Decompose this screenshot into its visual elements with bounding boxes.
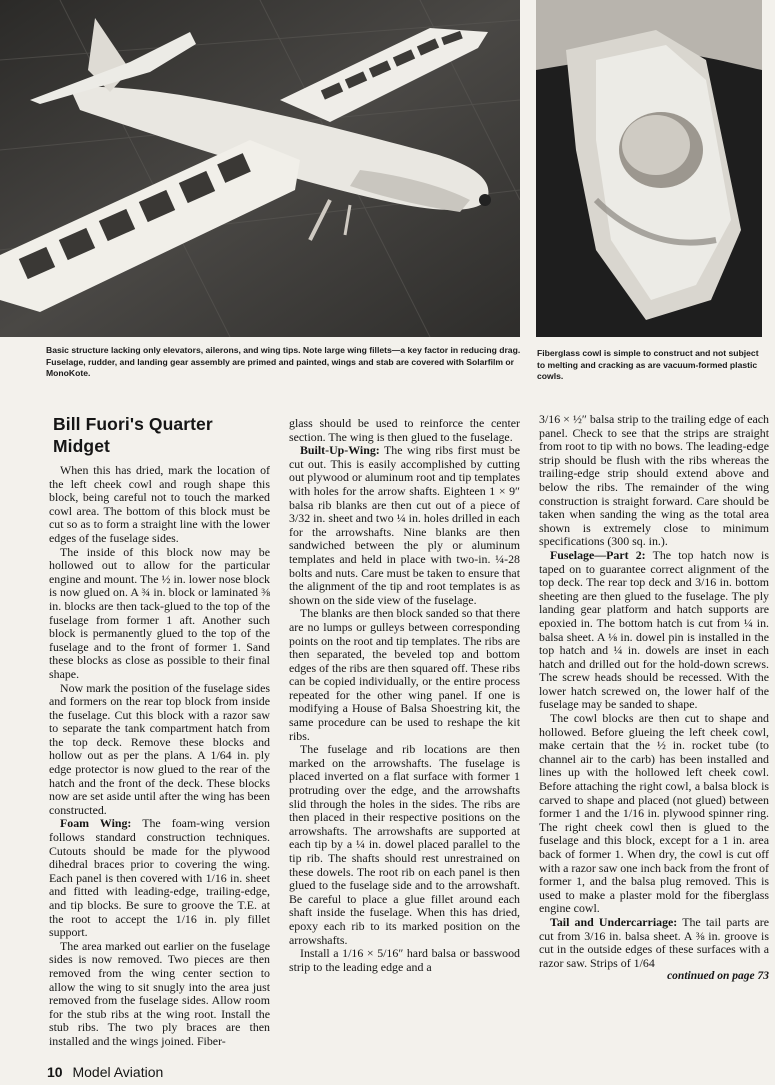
- paragraph: [539, 549, 769, 712]
- paragraph-text: The top hatch now is taped on to guarantee correct alignment of the top deck. The rear top deck and 3/16 in. bottom sheeting are then glued to the fuselage. The ply landing gear platform and hatch supports are epoxied in. The bottom hatch is cut from ¼ in. balsa sheet. A ⅛ in. dowel pin is installed in the top hatch and ¼ in. dowels are inset in each hatch and drilled out for the hold-down screws. The screw heads should be recessed. With the lower hatch screwed on, the lower half of the fuselage may be sanded to shape.: [539, 547, 769, 712]
- column-1-paragraphs: [49, 464, 270, 1049]
- column-2-paragraphs: [289, 417, 520, 974]
- section-heading: Tail and Undercarriage:: [550, 914, 678, 929]
- paragraph-text: The fuselage and rib locations are then marked on the arrowshafts. The fuselage is placed inverted on a flat surface with former 1 protruding over the edge, and the arrowshafts slid through the holes in the sides. The ribs are then placed in their respective positions on the arrowshafts. The arrowshafts are supported at each tip by a ¼ in. dowel placed parallel to the tip rib. The shafts should rest unrestrained on these dowels. The root rib on each panel is then glued to the fuselage side and to the arrowshaft. Be careful to place a glue fillet around each shaft inside the fuselage. When this has dried, epoxy each rib to its marked position on the arrowshafts.: [289, 742, 520, 947]
- magazine-name: Model Aviation: [72, 1064, 164, 1080]
- section-heading: Foam Wing:: [60, 816, 132, 831]
- paragraph-text: The tail parts are cut from 3/16 in. balsa sheet. A ⅜ in. groove is cut in the outside edges of these surfaces with a razor saw. Strips of 1/64: [539, 914, 770, 970]
- paragraph-text: Now mark the position of the fuselage sides and formers on the rear top block from inside the fuselage. Cut this block with a razor saw to separate the tank compartment hatch from the top deck. Remove these blocks and hollow out as per the plans. A 1/64 in. ply edge protector is now glued to the rear of the hatch and the front of the deck. These blocks now are set aside until after the wing has been constructed.: [49, 680, 270, 817]
- article-column-2: [289, 417, 520, 974]
- paragraph: [289, 607, 520, 743]
- photo-caption-left: Basic structure lacking only elevators, ailerons, and wing tips. Note large wing fillets—a key factor in reducing drag. Fuselage, rudder, and landing gear assembly are primed and painted, wings and stab are covered with Solarfilm or MonoKote.: [46, 345, 521, 379]
- paragraph: [539, 413, 769, 549]
- paragraph: [49, 546, 270, 682]
- paragraph: [49, 940, 270, 1049]
- fiberglass-cowl-photo: [536, 0, 762, 337]
- paragraph-text: Install a 1/16 × 5/16″ hard balsa or basswood strip to the leading edge and a: [289, 946, 520, 974]
- paragraph: [49, 682, 270, 818]
- continued-note: continued on page 73: [667, 970, 769, 983]
- paragraph: [49, 464, 270, 546]
- paragraph: [289, 417, 520, 444]
- paragraph: [539, 916, 769, 970]
- article-column-1: [49, 413, 270, 1049]
- paragraph: [289, 947, 520, 974]
- page-footer: [47, 1063, 163, 1081]
- article-column-3: [539, 413, 769, 984]
- paragraph-text: The inside of this block now may be hollowed out to allow for the particular engine and mount. The ½ in. lower nose block is now glued on. A ¾ in. block or laminated ⅜ in. blocks are then tack-glued to the top of the fuselage from former 1 aft. Another such block is permanently glued to the top of the fuselage and to the front of former 1. Sand these blocks as close as possible to their final shape.: [49, 544, 270, 681]
- paragraph-text: The wing ribs first must be cut out. This is easily accomplished by cutting out plywood or aluminum root and tip templates with holes for the arrow shafts. Eighteen 1 × 9″ balsa rib blanks are then cut out of a piece of 3/32 in. sheet and two ¼ in. holes drilled in each for the arrowshafts. Nine blanks are then sandwiched between the ply or aluminum templates and held in place with two-in. ¼-28 bolts and nuts. Care must be taken to ensure that the alignment of the tip and root templates is as shown on the side view of the fuselage.: [289, 443, 520, 607]
- paragraph-text: The foam-wing version follows standard construction techniques. Cutouts should be made for the plywood dihedral braces prior to covering the wing. Each panel is then covered with 1/16 in. sheet and fitted with leading-edge, trailing-edge, and tip blocks. Be sure to groove the T.E. at the root to accept the 1/16 in. ply fillet support.: [49, 816, 270, 940]
- paragraph: [539, 712, 769, 916]
- airplane-structure-photo: [0, 0, 520, 337]
- column-3-paragraphs: [539, 413, 769, 970]
- section-heading: Fuselage—Part 2:: [550, 547, 646, 562]
- paragraph-text: The area marked out earlier on the fuselage sides is now removed. Two pieces are then removed from the wing center section to allow the wing to sit snugly into the area just removed from the fuselage sides. Allow room for the stub ribs at the wing root. Install the stub ribs. The two ply braces are then installed and the wings joined. Fiber-: [49, 938, 270, 1048]
- paragraph-text: The cowl blocks are then cut to shape and hollowed. Before glueing the left cheek cowl, make certain that the ½ in. rocket tube (to channel air to the carb) has been installed and lines up with the hollowed left cheek cowl. Before attaching the right cowl, a balsa block is carved to shape and placed (not glued) between former 1 and the 1/16 in. plywood spinner ring. The right cheek cowl then is glued to the fuselage and this block, except for a 1 in. area back of former 1. When dry, the cowl is cut off with a razor saw one inch back from the front of former 1, and the balsa plug removed. This is used to make a plaster mold for the fiberglass engine cowl.: [539, 711, 769, 916]
- paragraph: [289, 444, 520, 607]
- section-heading: Built-Up-Wing:: [300, 443, 380, 458]
- paragraph-text: The blanks are then block sanded so that there are no lumps or gulleys between corresponding points on the root and tip templates. The ribs are then separated, the beveled top and bottom edges of the ribs are then squared off. These ribs can be copied individually, or the entire process repeated for the other wing panel. If one is modifying a House of Balsa Shoestring kit, the same procedure can be used to reshape the kit ribs.: [289, 606, 520, 743]
- page-number: 10: [47, 1064, 63, 1080]
- cowl-illustration: [536, 0, 762, 337]
- paragraph: [49, 817, 270, 939]
- paragraph-text: When this has dried, mark the location of the left cheek cowl and rough shape this block, being careful not to touch the marked cowl area. The bottom of this block must be cut so as to form a straight line with the lower edges of the fuselage sides.: [49, 463, 270, 545]
- article-title: Bill Fuori's Quarter Midget: [53, 414, 213, 456]
- paragraph: [289, 743, 520, 947]
- airplane-illustration: [0, 0, 520, 337]
- paragraph-text: 3/16 × ½″ balsa strip to the trailing edge of each panel. Check to see that the strips are straight from root to tip with no bows. The leading-edge strip should be flush with the ribs whereas the trailing-edge strip should extend above and below the ribs. The remainder of the wing construction is straight forward. Care should be taken when sanding the wing as the total area shown is extremely close to minimum specifications (300 sq. in.).: [539, 412, 769, 549]
- paragraph-text: glass should be used to reinforce the center section. The wing is then glued to the fuselage.: [289, 416, 520, 444]
- photo-caption-right: Fiberglass cowl is simple to construct and not subject to melting and cracking as are vacuum-formed plastic cowls.: [537, 348, 759, 382]
